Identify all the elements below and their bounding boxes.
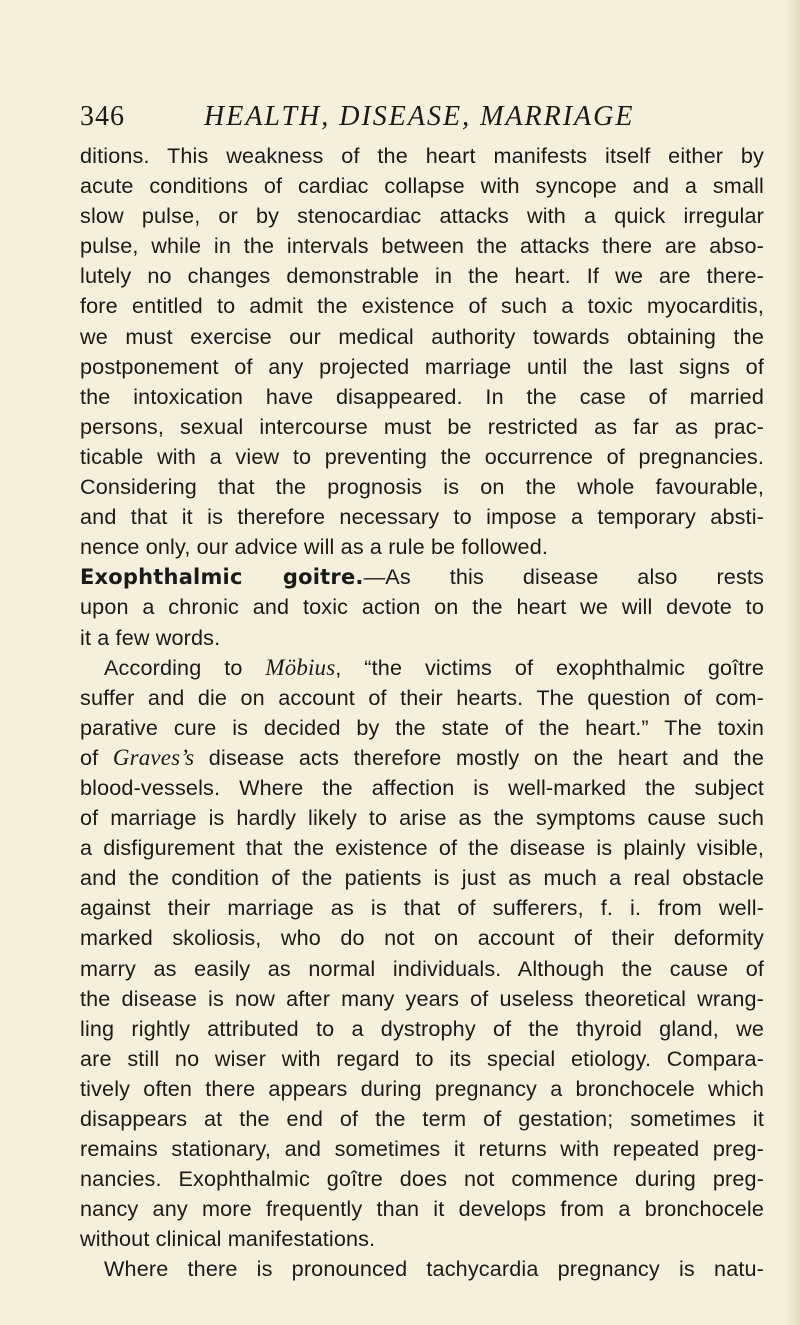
text-line: without clinical manifestations.	[80, 1226, 376, 1252]
text-line: marked skoliosis, who do not on account of their deformity	[80, 925, 764, 951]
text-line: the intoxication have disappeared. In the case of married	[80, 383, 764, 409]
page-header	[80, 97, 760, 137]
text-line: a disfigurement that the existence of the disease is plainly visible,	[80, 835, 764, 861]
text-line	[80, 653, 764, 683]
body-text	[80, 141, 764, 1285]
text-fragment: disease acts therefore mostly on the heart and the	[194, 744, 764, 770]
text-line: remains stationary, and sometimes it returns with repeated preg-	[80, 1136, 764, 1162]
text-fragment: According to	[104, 654, 266, 680]
text-line: blood-vessels. Where the affection is well-marked the subject	[80, 774, 764, 800]
text-line: against their marriage as is that of sufferers, f. i. from well-	[80, 895, 764, 921]
text-line: and that it is therefore necessary to impose a temporary absti-	[80, 504, 764, 530]
page-number: 346	[80, 101, 125, 132]
text-line: Considering that the prognosis is on the whole favourable,	[80, 474, 764, 500]
text-fragment: of	[80, 744, 113, 770]
page-edge-shadow	[786, 0, 800, 1325]
text-line: marry as easily as normal individuals. Although the cause of	[80, 955, 764, 981]
text-line: nence only, our advice will as a rule be followed.	[80, 534, 549, 560]
author-name: Möbius	[265, 654, 336, 680]
text-line: ling rightly attributed to a dystrophy of the thyroid gland, we	[80, 1015, 764, 1041]
text-line: tively often there appears during pregnancy a bronchocele which	[80, 1075, 764, 1101]
text-line: Where there is pronounced tachycardia pregnancy is natu-	[104, 1256, 764, 1282]
text-line: persons, sexual intercourse must be restricted as far as prac-	[80, 413, 764, 439]
text-line: slow pulse, or by stenocardiac attacks with a quick irregular	[80, 203, 764, 229]
text-line: parative cure is decided by the state of the heart.” The toxin	[80, 714, 764, 740]
text-line: acute conditions of cardiac collapse with syncope and a small	[80, 173, 764, 199]
text-line: it a few words.	[80, 624, 221, 650]
text-line: the disease is now after many years of useless theoretical wrang-	[80, 985, 764, 1011]
text-fragment: , “the victims of exophthalmic goître	[335, 654, 764, 680]
text-line: pulse, while in the intervals between the attacks there are abso-	[80, 233, 764, 259]
text-line: upon a chronic and toxic action on the heart we will devote to	[80, 594, 764, 620]
text-line: are still no wiser with regard to its special etiology. Compara-	[80, 1045, 764, 1071]
text-line: and the condition of the patients is just as much a real obstacle	[80, 865, 764, 891]
text-line-rest: —As this disease also rests	[363, 564, 764, 590]
section-heading-line	[80, 562, 764, 592]
text-line: disappears at the end of the term of gestation; sometimes it	[80, 1106, 764, 1131]
text-line: suffer and die on account of their hearts. The question of com-	[80, 684, 764, 710]
text-line: of marriage is hardly likely to arise as the symptoms cause such	[80, 805, 764, 831]
text-line	[80, 743, 764, 773]
text-line: fore entitled to admit the existence of such a toxic myocarditis,	[80, 293, 764, 319]
text-line: postponement of any projected marriage until the last signs of	[80, 353, 764, 379]
text-line: nancies. Exophthalmic goître does not commence during preg-	[80, 1166, 764, 1192]
eponym-name: Graves’s	[112, 744, 195, 770]
section-headword: Exophthalmic goitre.	[80, 565, 364, 590]
text-line: ditions. This weakness of the heart manifests itself either by	[80, 143, 764, 168]
running-head: HEALTH, DISEASE, MARRIAGE	[204, 101, 635, 132]
text-line: we must exercise our medical authority towards obtaining the	[80, 323, 764, 349]
text-line: nancy any more frequently than it develops from a bronchocele	[80, 1196, 764, 1222]
text-line: ticable with a view to preventing the occurrence of pregnancies.	[80, 443, 764, 469]
text-line: lutely no changes demonstrable in the heart. If we are there-	[80, 263, 764, 289]
